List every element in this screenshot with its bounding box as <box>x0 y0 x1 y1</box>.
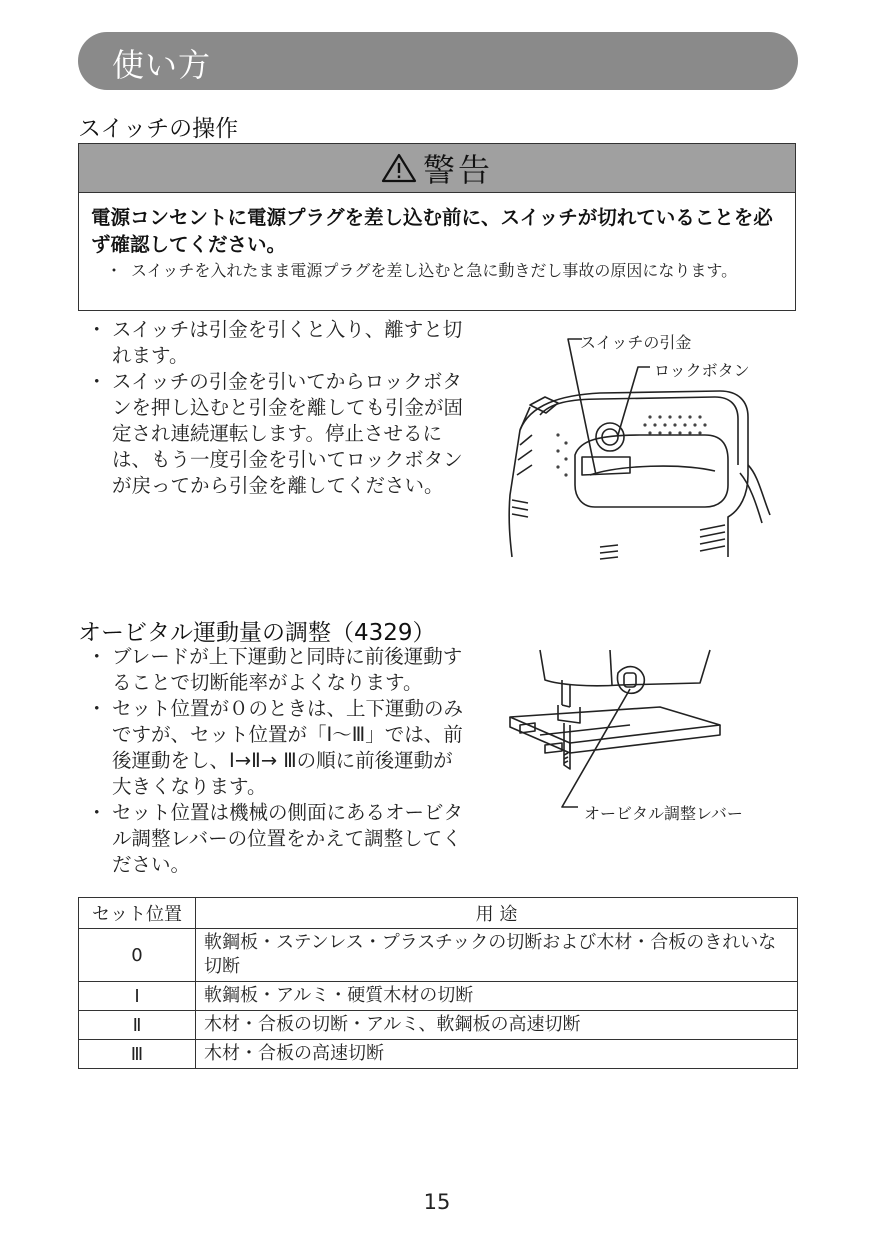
table-header-use: 用 途 <box>196 898 798 929</box>
lock-button-callout: ロックボタン <box>654 361 750 380</box>
lever-callout: オービタル調整レバー <box>584 804 743 823</box>
table-cell-use: 軟鋼板・ステンレス・プラスチックの切断および木材・合板のきれいな切断 <box>196 929 798 982</box>
table-header-position: セット位置 <box>79 898 196 929</box>
section-header-bar <box>78 32 798 90</box>
table-cell-position: 0 <box>79 929 196 982</box>
warning-main-text: 電源コンセントに電源プラグを差し込む前に、スイッチが切れていることを必ず確認してください。 <box>91 206 773 256</box>
bullet-mark: ・ <box>87 370 107 393</box>
table-row <box>79 929 798 982</box>
switch-section-title: スイッチの操作 <box>78 116 239 142</box>
bullet-mark: ・ <box>87 697 107 720</box>
table-cell-position: Ⅲ <box>79 1040 196 1069</box>
table-cell-use: 木材・合板の切断・アルミ、軟鋼板の高速切断 <box>196 1011 798 1040</box>
table-cell-position: Ⅱ <box>79 1011 196 1040</box>
table-cell-use: 軟鋼板・アルミ・硬質木材の切断 <box>196 982 798 1011</box>
table-row <box>79 1040 798 1069</box>
list-item: ・ スイッチは引金を引くと入り、離すと切れます。 <box>84 317 464 369</box>
orbital-lever-illustration <box>500 645 760 825</box>
table-row <box>79 1011 798 1040</box>
table-header-row <box>79 898 798 929</box>
warning-sub-text: ・ スイッチを入れたまま電源プラグを差し込むと急に動きだし事故の原因になります。 <box>103 258 815 283</box>
warning-triangle-icon <box>381 152 417 184</box>
switch-bullet-list <box>84 317 464 499</box>
warning-heading-text: 警告 <box>422 151 493 189</box>
list-item: ・ セット位置は機械の側面にあるオービタル調整レバーの位置をかえて調整してください。 <box>84 800 464 878</box>
list-item: ・ スイッチの引金を引いてからロックボタンを押し込むと引金を離しても引金が固定され連続運転します。停止させるには、もう一度引金を引いてロックボタンが戻ってから引金を離してください。 <box>84 369 464 499</box>
table-cell-use: 木材・合板の高速切断 <box>196 1040 798 1069</box>
bullet-mark: ・ <box>87 645 107 668</box>
orbital-section-title: オービタル運動量の調整（4329） <box>78 620 436 646</box>
trigger-callout: スイッチの引金 <box>580 333 692 352</box>
list-item: ・ セット位置が０のときは、上下運動のみですが、セット位置が「Ⅰ～Ⅲ」では、前後運動をし、Ⅰ→Ⅱ→ Ⅲの順に前後運動が大きくなります。 <box>84 696 464 800</box>
list-item: ・ ブレードが上下運動と同時に前後運動することで切断能率がよくなります。 <box>84 644 464 696</box>
page-number: 15 <box>423 1190 451 1214</box>
orbital-bullet-list <box>84 644 464 878</box>
table-row <box>79 982 798 1011</box>
bullet-mark: ・ <box>87 318 107 341</box>
section-header-title: 使い方 <box>112 46 212 84</box>
bullet-mark: ・ <box>87 801 107 824</box>
warning-box <box>78 143 796 311</box>
warning-heading <box>79 144 795 193</box>
table-cell-position: Ⅰ <box>79 982 196 1011</box>
bullet-mark: ・ <box>106 261 123 280</box>
set-position-table <box>78 897 798 1069</box>
